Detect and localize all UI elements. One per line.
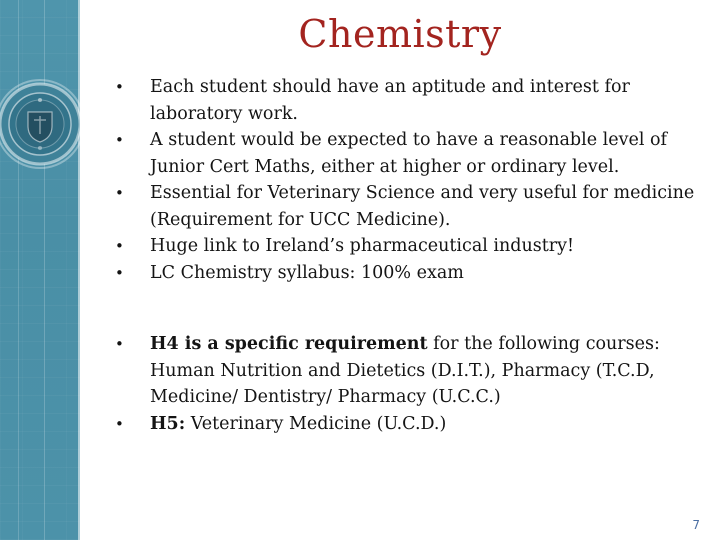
school-crest-icon [0,78,80,170]
bullet-dot: • [115,263,124,282]
bullet-text: Each student should have an aptitude and interest for laboratory work. [150,77,630,124]
slide-title: Chemistry [298,12,502,56]
bullet-item [112,411,712,438]
bullet-list [112,74,712,437]
bullet-item [112,180,712,233]
bullet-dot: • [115,131,124,149]
slide-number: 7 [692,518,700,532]
bullet-text: Huge link to Ireland’s pharmaceutical industry! [150,236,575,256]
bullet-bold-text: H5: [150,413,186,434]
bullet-dot: • [115,237,124,255]
bullet-dot: • [115,184,124,202]
bullet-item [112,74,712,127]
bullet-item [112,233,712,260]
bullet-item [112,260,712,287]
bullet-text: Essential for Veterinary Science and very useful for medicine (Requirement for UCC Medicine). [150,183,695,230]
bullet-dot: • [115,335,124,353]
bullet-item [112,127,712,180]
bullet-dot: • [115,78,124,96]
bullet-item [112,331,712,411]
sidebar-decoration [0,0,80,540]
bullet-text: for the following courses: Human Nutrition and Dietetics (D.I.T.), Pharmacy (T.C.D, Medicine/ Dentistry/ Pharmacy (U.C.C.) [150,334,660,407]
bullet-dot: • [115,414,124,433]
bullet-bold-text: H4 is a specific requirement [150,334,428,354]
bullet-text: LC Chemistry syllabus: 100% exam [150,262,464,283]
bullet-text: Veterinary Medicine (U.C.D.) [185,413,447,434]
bullet-text: A student would be expected to have a reasonable level of Junior Cert Maths, either at higher or ordinary level. [150,130,668,177]
